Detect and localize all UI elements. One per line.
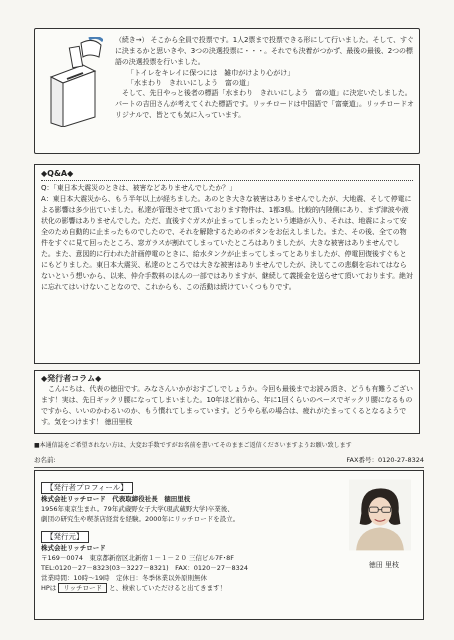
column-box [34, 370, 420, 434]
ballot-box-illustration [43, 37, 103, 127]
fax-number: FAX番号：0120-27-8324 [346, 456, 424, 464]
profile-line-1: 株式会社リッチロード 代表取締役社長 徳田里枝 [41, 495, 191, 503]
profile-box [34, 470, 424, 620]
publisher-address: 〒169－0074 東京都新宿区北新宿１－１－２０ 三信ビル7F･8F [41, 554, 235, 562]
profile-line-2: 1956年東京生まれ。79年武蔵野女子大学(現武蔵野大学)卒業後、 [41, 505, 234, 513]
unsubscribe-notice: ■本通信誌をご希望されない方は、大変お手数ですがお名前を書いてそのままご返信くださいますようお願い致します [34, 442, 352, 449]
qa-answer: A：東日本大震災から、もう半年以上が経ちました。あのとき大きな被害はありませんでしたが、大地震、そして停電による影響は多少出ていました。私達が管理させて頂いております物件は、1都3県。比較的内陸側にあり、まず津波や液状化の影響はありませんでした。ただ、直後すぐガスが止まってしまったという連絡が入り、それは、地震によって安全のため自動的に止まったものでしたので、それを解除するためのボタンをお伝えしました。また、その後、全ての物件をすぐに見て回ったところ、窓ガラスが割れてしまっていたところはありましたが、大きな被害はありませんでした。また、意図的に行われた計画停電のときに、給水タンクが止まってしまってとありましたが、停電回復後すぐもとにもどりました。東日本大震災、私達のところでは大きな被害はありませんでしたが、決してこの悲劇を忘れてはならないという想いから、以来、仲介手数料のほんの一部ではありますが、継続して義援金を送らせて頂いております。絶対に忘れてはいけないことなので、これからも、この活動は続けていくつもりです。 [41, 195, 413, 291]
publisher-hp [41, 583, 341, 593]
qa-box [34, 164, 420, 364]
publisher-tel: TEL:0120－27－8323(03－3227－8321) FAX：0120－27－8324 [41, 564, 249, 572]
column-title: ◆発行者コラム◆ [41, 374, 102, 383]
portrait-photo [349, 479, 411, 551]
column-body: こんにちは、代表の徳田です。みなさんいかがおすごしでしょうか。今回も最後までお読み頂き、どうも有難うございます！実は、先日ギックリ腰になってしまいました。10年ほど前から、年に1回くらいのペースでギックリ腰になるものですから、いいのかわるいのか、もう慣れてしまっています。どうやら私の場合は、疲れがたまってくるとなるようです。気をつけます！ 徳田里枝 [41, 385, 413, 426]
search-keyword-box: リッチロード [58, 583, 107, 593]
qa-title: ◆Q&A◆ [41, 169, 74, 178]
portrait-name: 徳田 里枝 [368, 561, 399, 569]
vote-paragraph-2: そして、先日やっと後者の標語「水まわり きれいにしよう 富の道」に決定いたしました。パートの吉田さんが考えてくれた標語です。リッチロードは中国語で「富豪道」。リッチロードオリジナルで、皆とても気に入っています。 [115, 89, 414, 119]
hp-prefix: HPは [41, 584, 57, 592]
slogan-1: 「トイレをキレイに保つには 雑巾がけより心がけ」 [127, 69, 295, 77]
hp-suffix: と、検索していただけると出てきます！ [109, 584, 227, 592]
vote-story-box [34, 28, 420, 154]
qa-question: Q：「東日本大震災のときは、被害などありませんでしたか？」 [41, 184, 237, 192]
name-label: お名前: [34, 456, 56, 464]
vote-text [115, 35, 415, 121]
publisher-head: 【発行元】 [41, 531, 89, 543]
publisher-hours: 営業時間：10時～19時 定休日：冬季休業以外原則無休 [41, 574, 208, 582]
profile-head: 【発行者プロフィール】 [41, 482, 133, 494]
profile-line-3: 劇団の研究生や喫茶店経営を経験。2000年にリッチロードを設立。 [41, 515, 240, 523]
name-write-line [34, 467, 424, 468]
vote-paragraph-1: （続き→） そこから全員で投票です。1人2票まで投票できる形にして行いました。そして、すぐに決まるかと思いきや、3つの決選投票に・・・。それでも決着がつかず、最後の最後、2つの標語の決選投票を行いました。 [115, 36, 414, 66]
qa-divider [41, 180, 413, 181]
slogan-2: 「水まわり きれいにしよう 富の道」 [127, 79, 253, 87]
publisher-company: 株式会社リッチロード [41, 544, 106, 552]
reply-row [34, 456, 424, 465]
